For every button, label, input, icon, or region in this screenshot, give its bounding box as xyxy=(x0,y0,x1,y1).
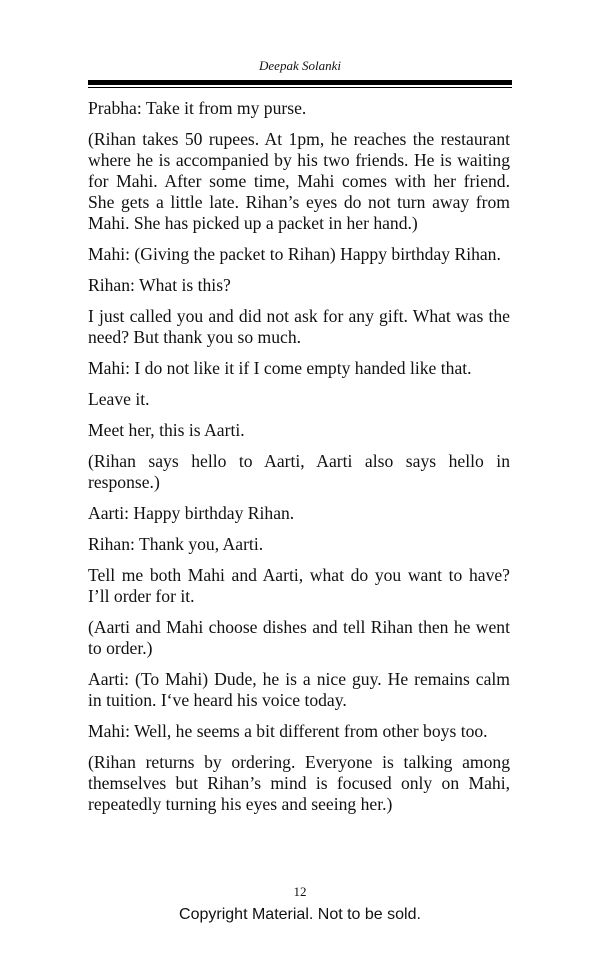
running-header-author: Deepak Solanki xyxy=(259,58,341,73)
paragraph: (Rihan says hello to Aarti, Aarti also says hello in response.) xyxy=(88,451,510,492)
paragraph: Rihan: What is this? xyxy=(88,275,231,295)
page-body xyxy=(88,98,510,825)
paragraph: Prabha: Take it from my purse. xyxy=(88,98,307,118)
paragraph: Aarti: (To Mahi) Dude, he is a nice guy. He remains calm in tuition. I‘ve heard his voice today. xyxy=(88,669,510,710)
paragraph: Aarti: Happy birthday Rihan. xyxy=(88,503,295,523)
paragraph: (Rihan returns by ordering. Everyone is talking among themselves but Rihan’s mind is focused only on Mahi, repeatedly turning his eyes and seeing her.) xyxy=(88,752,510,814)
header-rule-thin xyxy=(88,87,512,88)
paragraph: Mahi: (Giving the packet to Rihan) Happy birthday Rihan. xyxy=(88,244,501,264)
paragraph: I just called you and did not ask for any gift. What was the need? But thank you so much. xyxy=(88,306,510,347)
paragraph: Mahi: Well, he seems a bit different from other boys too. xyxy=(88,721,488,741)
paragraph: (Rihan takes 50 rupees. At 1pm, he reaches the restaurant where he is accompanied by his two friends. He is waiting for Mahi. After some time, Mahi comes with her friend. She gets a little late. Rihan’s eyes do not turn away from Mahi. She has picked up a packet in her hand.) xyxy=(88,129,510,233)
paragraph: Mahi: I do not like it if I come empty handed like that. xyxy=(88,358,472,378)
paragraph: (Aarti and Mahi choose dishes and tell Rihan then he went to order.) xyxy=(88,617,510,658)
copyright-notice: Copyright Material. Not to be sold. xyxy=(179,906,421,923)
paragraph: Leave it. xyxy=(88,389,150,409)
page-number: 12 xyxy=(293,884,307,899)
header-rule-thick xyxy=(88,80,512,85)
paragraph: Rihan: Thank you, Aarti. xyxy=(88,534,264,554)
paragraph: Tell me both Mahi and Aarti, what do you want to have? I’ll order for it. xyxy=(88,565,510,606)
paragraph: Meet her, this is Aarti. xyxy=(88,420,245,440)
